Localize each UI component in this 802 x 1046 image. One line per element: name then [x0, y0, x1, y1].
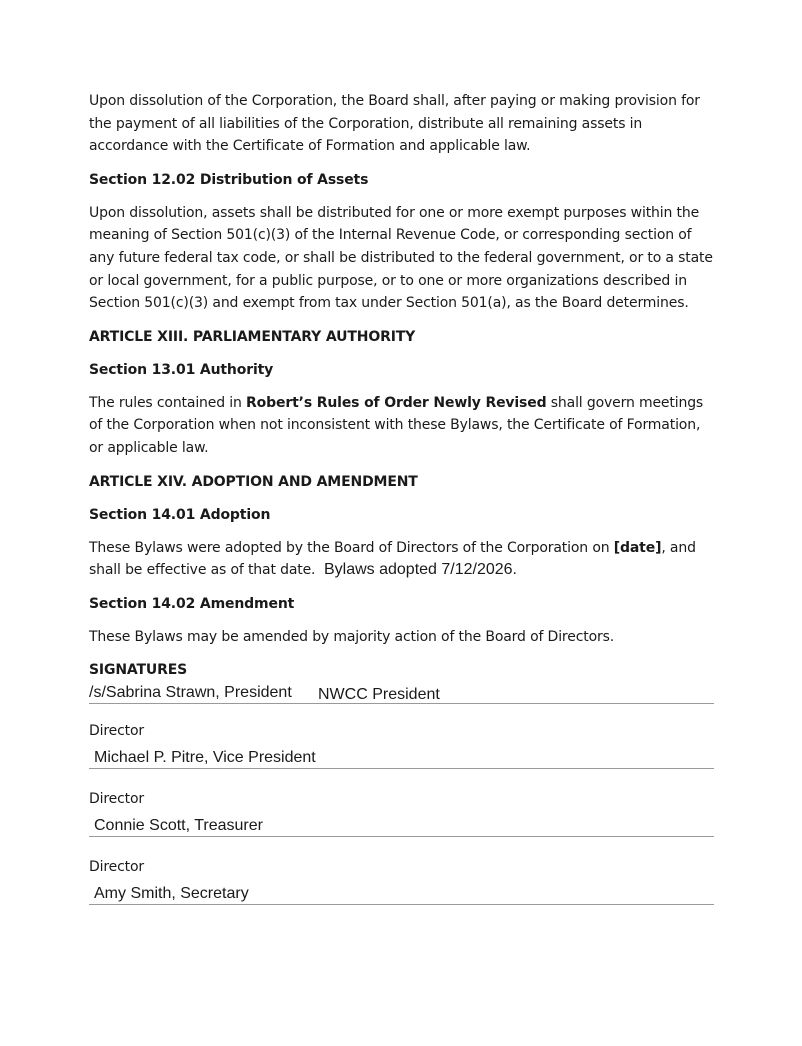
adoption-text-prefix: These Bylaws were adopted by the Board of Directors of the Corporation on — [89, 539, 614, 556]
section-12-02-body: Upon dissolution, assets shall be distributed for one or more exempt purposes within the meaning of Section 501(c)(3) of the Internal Revenue Code, or corresponding section of any future federal tax code, or shall be distributed to the federal government, or to a state or local government, for a public purpose, or to one or more organizations described in Section 501(c)(3) and exempt from tax under Section 501(a), as the Board determines. — [89, 204, 713, 312]
roberts-rules-title: Robert’s Rules of Order Newly Revised — [246, 394, 547, 411]
director-label: Director — [89, 723, 145, 740]
article-xiii-heading: ARTICLE XIII. PARLIAMENTARY AUTHORITY — [89, 328, 416, 345]
section-12-02-heading: Section 12.02 Distribution of Assets — [89, 171, 369, 188]
dissolution-paragraph: Upon dissolution of the Corporation, the Board shall, after paying or making provision for the payment of all liabilities of the Corporation, distribute all remaining assets in accordance with the Certificate of Formation and applicable law. — [89, 93, 700, 155]
section-14-01-heading: Section 14.01 Adoption — [89, 506, 271, 523]
authority-text-suffix: shall govern meetings of the Corporation when not inconsistent with these Bylaws, the Certificate of Formation, or applicable law. — [89, 394, 704, 456]
section-13-01-heading: Section 13.01 Authority — [89, 361, 274, 378]
section-14-02-heading: Section 14.02 Amendment — [89, 595, 295, 612]
adoption-text-suffix: , and shall be effective as of that date. — [89, 539, 696, 579]
article-xiv-heading: ARTICLE XIV. ADOPTION AND AMENDMENT — [89, 473, 418, 490]
signatures-heading: SIGNATURES — [89, 662, 188, 679]
director-signature-line — [89, 878, 714, 905]
director-name-fill[interactable]: Connie Scott, Treasurer — [94, 817, 263, 835]
date-placeholder: [date] — [613, 539, 662, 556]
president-signature[interactable]: /s/Sabrina Strawn, President — [89, 684, 292, 702]
section-13-01-body — [89, 392, 714, 460]
president-signature-line — [89, 681, 714, 704]
director-label: Director — [89, 859, 145, 876]
director-name-fill[interactable]: Amy Smith, Secretary — [94, 885, 249, 903]
director-label: Director — [89, 791, 145, 808]
authority-text-prefix: The rules contained in — [89, 394, 247, 411]
director-signature-line — [89, 810, 714, 837]
director-signature-line — [89, 742, 714, 769]
director-name-fill[interactable]: Michael P. Pitre, Vice President — [94, 749, 316, 767]
section-14-02-body: These Bylaws may be amended by majority action of the Board of Directors. — [89, 628, 615, 645]
president-title-fill[interactable]: NWCC President — [318, 686, 440, 704]
adoption-date-fill[interactable]: Bylaws adopted 7/12/2026. — [323, 561, 517, 579]
section-14-01-body — [89, 537, 714, 582]
